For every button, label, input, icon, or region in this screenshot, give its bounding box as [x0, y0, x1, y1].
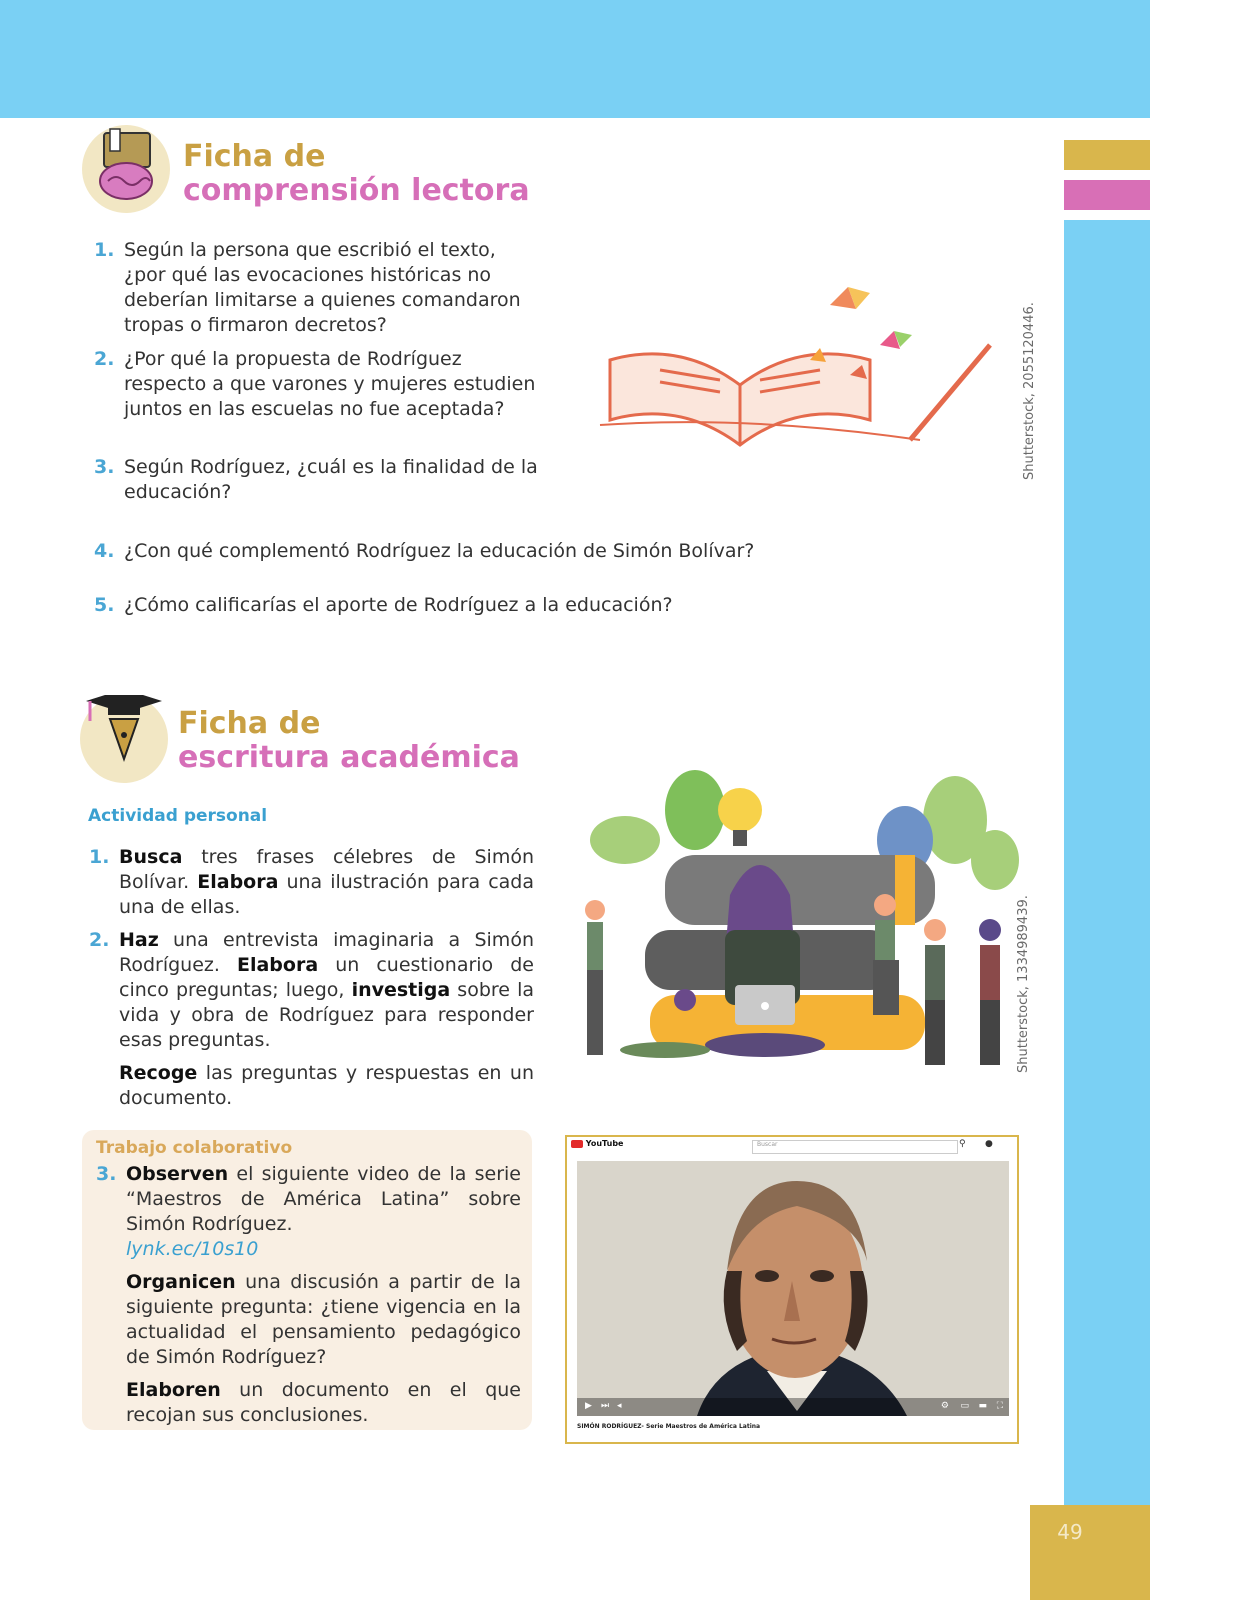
item-text: el siguiente video de la serie “Maestros de América Latina” sobre Simón Rodríguez. [126, 1163, 521, 1235]
video-player[interactable] [577, 1161, 1009, 1416]
item-text: tres frases célebres de Simón Bolívar. [119, 846, 534, 893]
item-number: 2. [89, 929, 110, 951]
question-2 [94, 347, 542, 422]
item-number: 3. [96, 1163, 117, 1185]
image-credit-2: Shutterstock, 1334989439. [1016, 895, 1031, 1073]
question-text: ¿Por qué la propuesta de Rodríguez respecto a que varones y mujeres estudien juntos en las escuelas no fue aceptada? [124, 348, 536, 420]
verb: Elabora [236, 954, 319, 976]
question-number: 1. [94, 239, 115, 261]
verb: Elaboren [126, 1379, 221, 1401]
book-butterflies-illustration [580, 265, 1000, 465]
top-color-band [0, 0, 1150, 118]
gold-tab [1064, 140, 1150, 170]
question-text: Según la persona que escribió el texto, ¿por qué las evocaciones históricas no deberían limitarse a quienes comandaron tropas o firmaron decretos? [124, 239, 521, 336]
youtube-video-frame [565, 1135, 1019, 1444]
settings-icon[interactable]: ⚙ [940, 1401, 949, 1411]
question-text: ¿Cómo calificarías el aporte de Rodríguez a la educación? [124, 594, 673, 616]
verb: Busca [119, 846, 183, 868]
activity-item-1 [89, 845, 534, 920]
question-number: 2. [94, 348, 115, 370]
youtube-brand: YouTube [585, 1139, 624, 1148]
item-text: una ilustración para cada una de ellas. [119, 871, 534, 918]
fullscreen-icon[interactable]: ⛶ [996, 1401, 1003, 1411]
collab-para-2 [126, 1270, 521, 1370]
verb: Haz [119, 929, 159, 951]
verb: Elabora [197, 871, 279, 893]
volume-icon[interactable]: ◂ [617, 1401, 622, 1411]
question-3 [94, 455, 542, 505]
video-link[interactable]: lynk.ec/10s10 [126, 1238, 259, 1260]
item-text: una discusión a partir de la siguiente pregunta: ¿tiene vigencia en la actualidad el pensamiento pedagógico de Simón Rodríguez? [126, 1271, 521, 1368]
portrait-simon-rodriguez [577, 1161, 1009, 1416]
question-text: Según Rodríguez, ¿cuál es la finalidad de la educación? [124, 456, 538, 503]
question-number: 5. [94, 594, 115, 616]
youtube-play-icon [571, 1140, 583, 1148]
item-text: un documento en el que recojan sus conclusiones. [126, 1379, 521, 1426]
item-text: un cuestionario de cinco preguntas; luego, [119, 954, 534, 1001]
search-input[interactable]: Buscar [752, 1140, 958, 1154]
graduation-pen-icon [80, 695, 168, 783]
question-number: 4. [94, 540, 115, 562]
book-brain-icon [82, 125, 170, 213]
question-text: ¿Con qué complementó Rodríguez la educación de Simón Bolívar? [124, 540, 755, 562]
verb: investiga [351, 979, 451, 1001]
section2-title-line2: escritura académica [178, 740, 520, 775]
verb: Recoge [119, 1062, 198, 1084]
item-number: 1. [89, 846, 110, 868]
item-text: una entrevista imaginaria a Simón Rodríguez. [119, 929, 534, 976]
right-side-bar [1064, 220, 1150, 1510]
section1-title-line1: Ficha de [183, 139, 326, 174]
item-text: sobre la vida y obra de Rodríguez para responder esas preguntas. [119, 979, 534, 1051]
play-icon[interactable]: ▶ [585, 1401, 592, 1411]
microphone-icon[interactable]: ● [985, 1139, 993, 1149]
section1-title [183, 140, 530, 208]
next-icon[interactable]: ⏭ [601, 1401, 610, 1411]
verb: Observen [126, 1163, 229, 1185]
verb: Organicen [126, 1271, 236, 1293]
section1-title-line2: comprensión lectora [183, 173, 530, 208]
students-books-illustration [575, 770, 1020, 1075]
video-controls [577, 1398, 1009, 1416]
collaborative-title: Trabajo colaborativo [96, 1138, 293, 1158]
video-caption: SIMÓN RODRÍGUEZ- Serie Maestros de América Latina [577, 1423, 761, 1430]
search-icon[interactable]: ⚲ [959, 1139, 966, 1149]
page-number: 49 [1057, 1520, 1083, 1544]
question-number: 3. [94, 456, 115, 478]
activity-subhead: Actividad personal [88, 806, 268, 826]
activity-item-2 [89, 928, 534, 1111]
collab-item-3 [96, 1162, 521, 1428]
question-4 [94, 539, 824, 564]
question-5 [94, 593, 824, 618]
pink-tab [1064, 180, 1150, 210]
theater-icon[interactable]: ▬ [978, 1401, 987, 1411]
section2-title-line1: Ficha de [178, 706, 321, 741]
section2-title [178, 707, 520, 775]
image-credit-1: Shutterstock, 2055120446. [1022, 302, 1037, 480]
item-text: las preguntas y respuestas en un documento. [119, 1062, 534, 1109]
collab-para-3 [126, 1378, 521, 1428]
activity-item-2-para [119, 1061, 534, 1111]
youtube-logo [571, 1139, 623, 1148]
miniplayer-icon[interactable]: ▭ [960, 1401, 969, 1411]
question-1 [94, 238, 542, 338]
